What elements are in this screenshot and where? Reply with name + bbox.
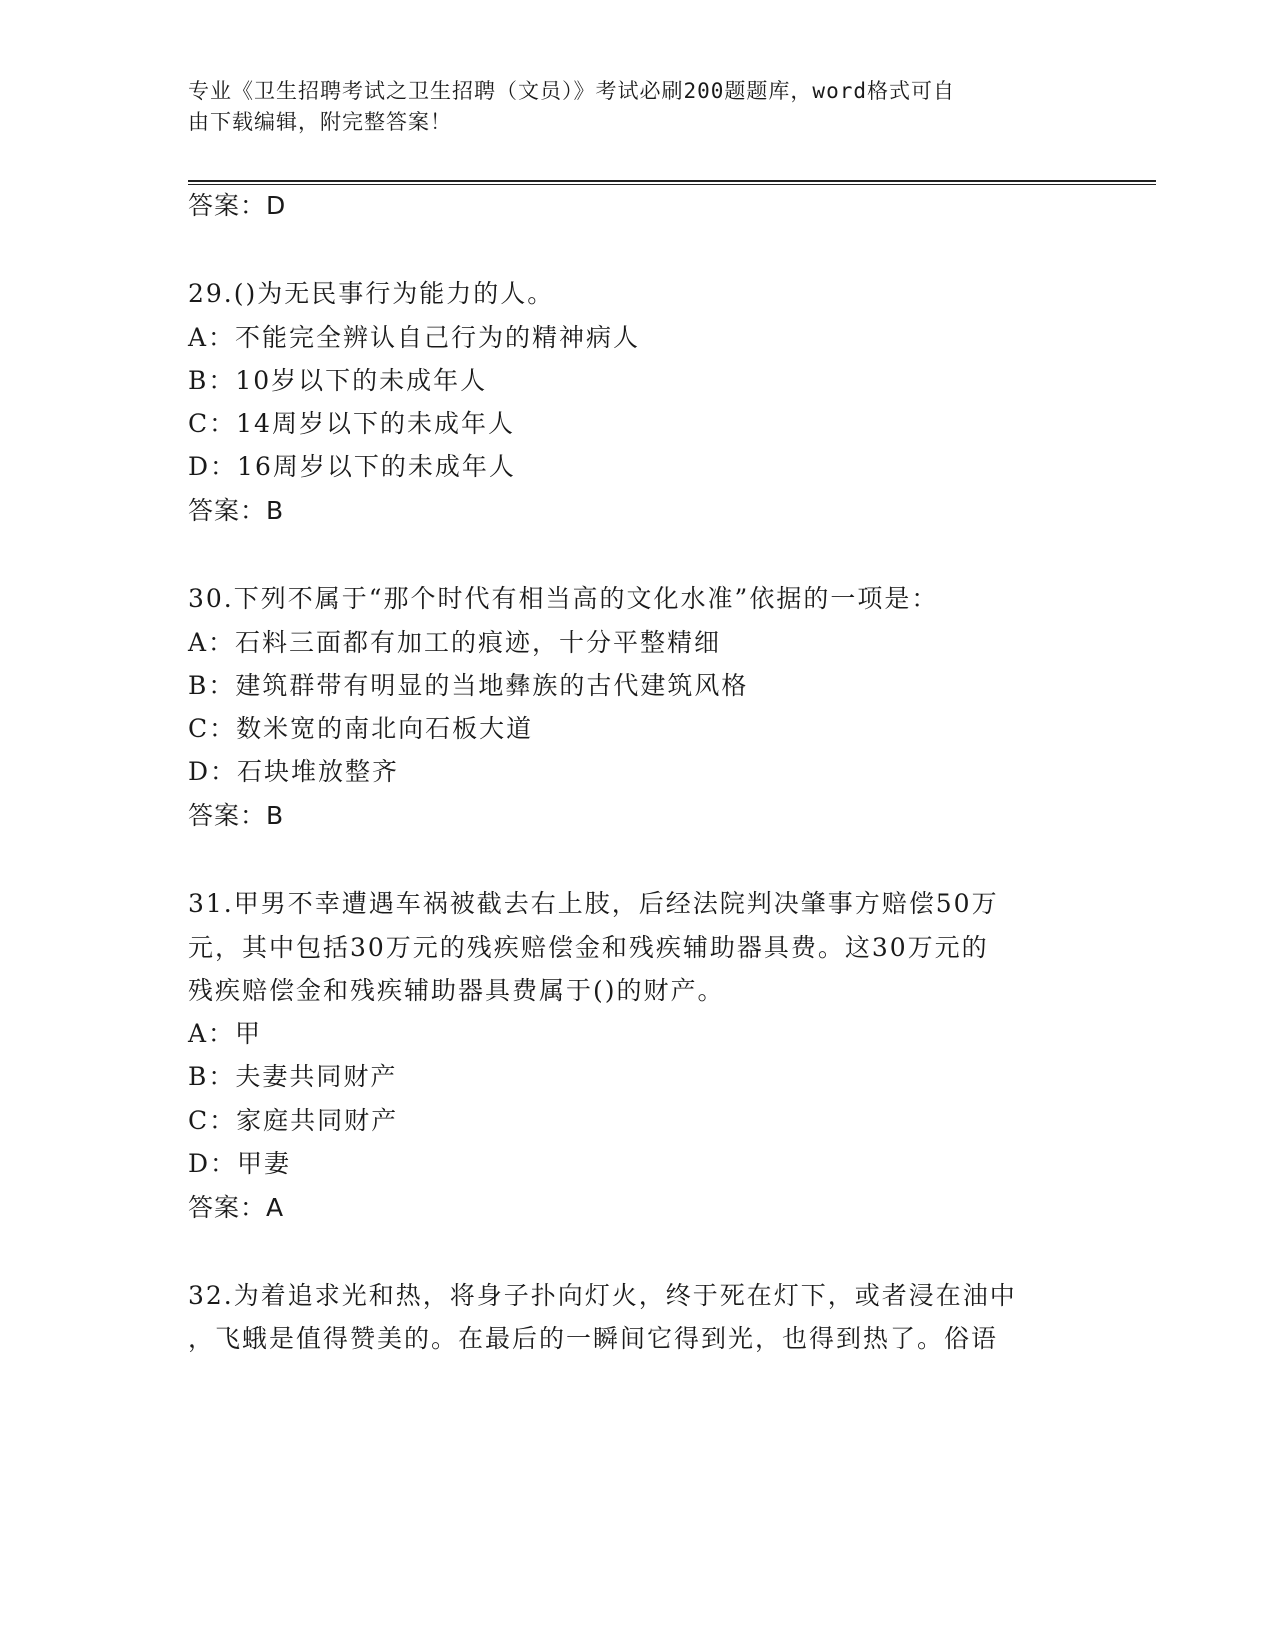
question-32-line-1: 32.为着追求光和热，将身子扑向灯火，终于死在灯下，或者浸在油中	[188, 1281, 1017, 1310]
header-note	[188, 76, 1068, 138]
question-31-line-2: 元，其中包括30万元的残疾赔偿金和残疾辅助器具费。这30万元的	[188, 933, 989, 962]
header-rule-thick	[188, 180, 1156, 182]
q29-option-d: D：16周岁以下的未成年人	[188, 452, 516, 481]
q29-answer: 答案：B	[188, 496, 285, 525]
question-30: 30.下列不属于“那个时代有相当高的文化水准”依据的一项是：	[188, 584, 939, 613]
q29-option-b: B：10岁以下的未成年人	[188, 366, 488, 395]
q29-option-a: A：不能完全辨认自己行为的精神病人	[188, 323, 641, 352]
q31-option-b: B：夫妻共同财产	[188, 1062, 398, 1091]
header-rule-thin	[188, 184, 1156, 185]
q31-option-c: C：家庭共同财产	[188, 1106, 399, 1135]
q30-answer: 答案：B	[188, 801, 285, 830]
previous-answer: 答案：D	[188, 191, 287, 220]
question-32-line-2: ，飞蛾是值得赞美的。在最后的一瞬间它得到光，也得到热了。俗语	[188, 1324, 999, 1353]
q31-option-a: A：甲	[188, 1019, 263, 1048]
question-29: 29.()为无民事行为能力的人。	[188, 279, 555, 308]
header-line-1: 专业《卫生招聘考试之卫生招聘（文员）》考试必刷200题题库，word格式可自	[188, 79, 955, 103]
q29-option-c: C：14周岁以下的未成年人	[188, 409, 515, 438]
q30-option-b: B：建筑群带有明显的当地彝族的古代建筑风格	[188, 671, 749, 700]
question-31-line-1: 31.甲男不幸遭遇车祸被截去右上肢，后经法院判决肇事方赔偿50万	[188, 889, 999, 918]
q31-option-d: D：甲妻	[188, 1149, 292, 1178]
q31-answer: 答案：A	[188, 1193, 285, 1222]
q30-option-a: A：石料三面都有加工的痕迹，十分平整精细	[188, 628, 722, 657]
q30-option-c: C：数米宽的南北向石板大道	[188, 714, 534, 743]
question-31-line-3: 残疾赔偿金和残疾辅助器具费属于()的财产。	[188, 976, 725, 1005]
header-line-2: 由下载编辑，附完整答案！	[188, 110, 452, 134]
q30-option-d: D：石块堆放整齐	[188, 757, 400, 786]
